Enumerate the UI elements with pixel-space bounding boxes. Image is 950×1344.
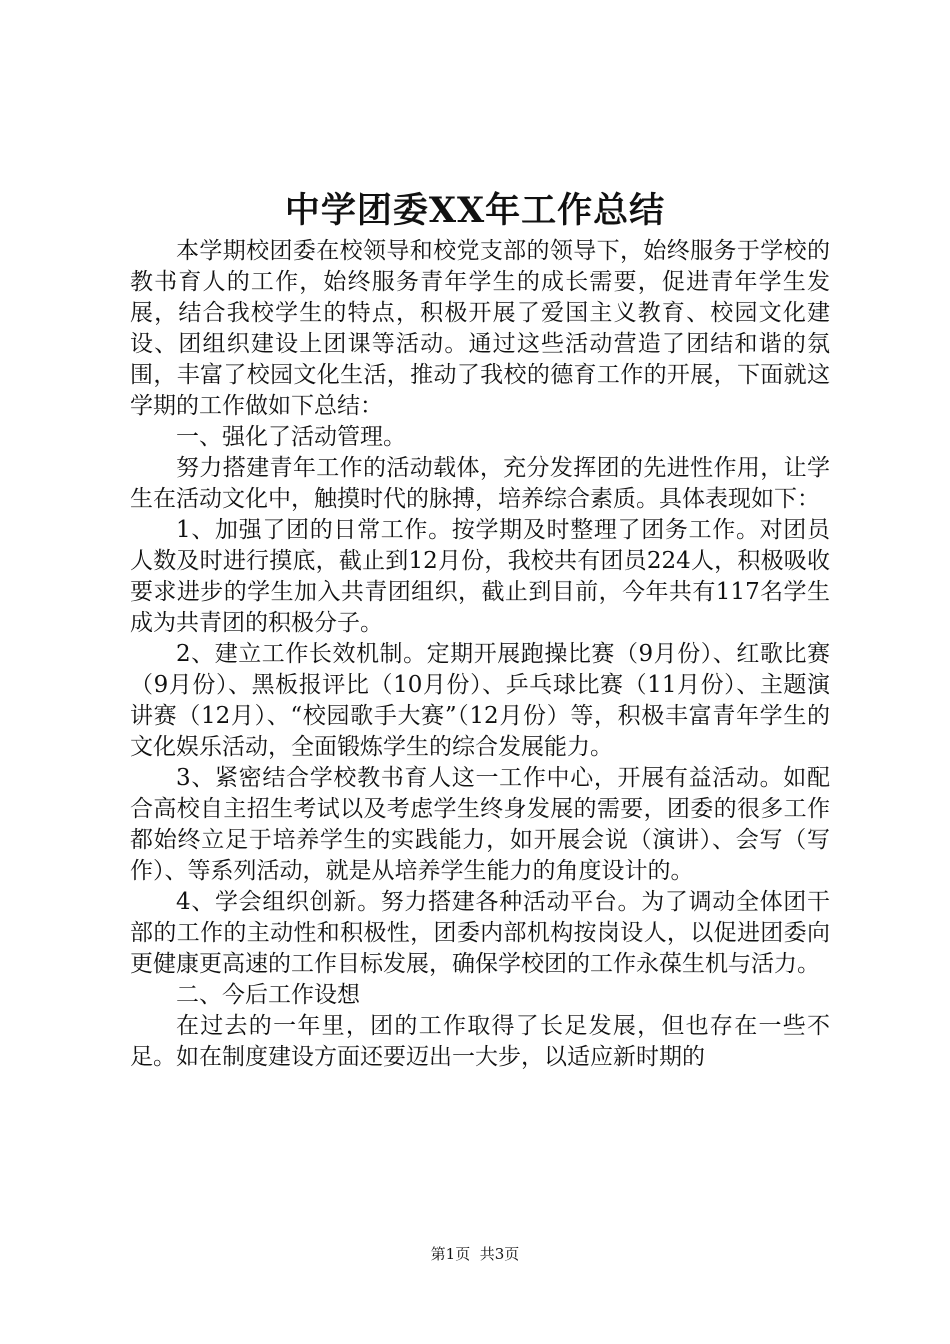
page-number: 第1页	[430, 1245, 471, 1263]
footer-separator	[470, 1245, 480, 1263]
paragraph-item-3: 3、紧密结合学校教书育人这一工作中心，开展有益活动。如配合高校自主招生考试以及考虑学生终身发展的需要，团委的很多工作都始终立足于培养学生的实践能力，如开展会说（演讲）、会写（写作）、等系列活动，就是从培养学生能力的角度设计的。	[130, 765, 830, 884]
paragraph-section-1-intro: 努力搭建青年工作的活动载体，充分发挥团的先进性作用，让学生在活动文化中，触摸时代的脉搏，培养综合素质。具体表现如下：	[130, 455, 830, 512]
paragraph-intro: 本学期校团委在校领导和校党支部的领导下，始终服务于学校的教书育人的工作，始终服务青年学生的成长需要，促进青年学生发展，结合我校学生的特点，积极开展了爱国主义教育、校园文化建设、团组织建设上团课等活动。通过这些活动营造了团结和谐的氛围，丰富了校园文化生活，推动了我校的德育工作的开展，下面就这学期的工作做如下总结：	[130, 238, 830, 419]
page-footer	[0, 1244, 950, 1264]
page-total: 共3页	[479, 1245, 520, 1263]
document-body	[130, 236, 830, 1073]
paragraph-section-2: 在过去的一年里，团的工作取得了长足发展，但也存在一些不足。如在制度建设方面还要迈出一大步，以适应新时期的	[130, 1013, 830, 1070]
paragraph-item-2: 2、建立工作长效机制。定期开展跑操比赛（9月份）、红歌比赛（9月份）、黑板报评比（10月份）、乒乓球比赛（11月份）、主题演讲赛（12月）、“校园歌手大赛”（12月份）等，积极丰富青年学生的文化娱乐活动，全面锻炼学生的综合发展能力。	[130, 641, 830, 760]
paragraph-item-4: 4、学会组织创新。努力搭建各种活动平台。为了调动全体团干部的工作的主动性和积极性，团委内部机构按岗设人，以促进团委向更健康更高速的工作目标发展，确保学校团的工作永葆生机与活力。	[130, 889, 830, 977]
section-heading-1: 一、强化了活动管理。	[176, 424, 406, 450]
section-heading-2: 二、今后工作设想	[176, 982, 360, 1008]
document-title: 中学团委XX年工作总结	[284, 190, 666, 231]
paragraph-item-1: 1、加强了团的日常工作。按学期及时整理了团务工作。对团员人数及时进行摸底，截止到12月份，我校共有团员224人，积极吸收要求进步的学生加入共青团组织，截止到目前，今年共有117名学生成为共青团的积极分子。	[130, 517, 830, 636]
